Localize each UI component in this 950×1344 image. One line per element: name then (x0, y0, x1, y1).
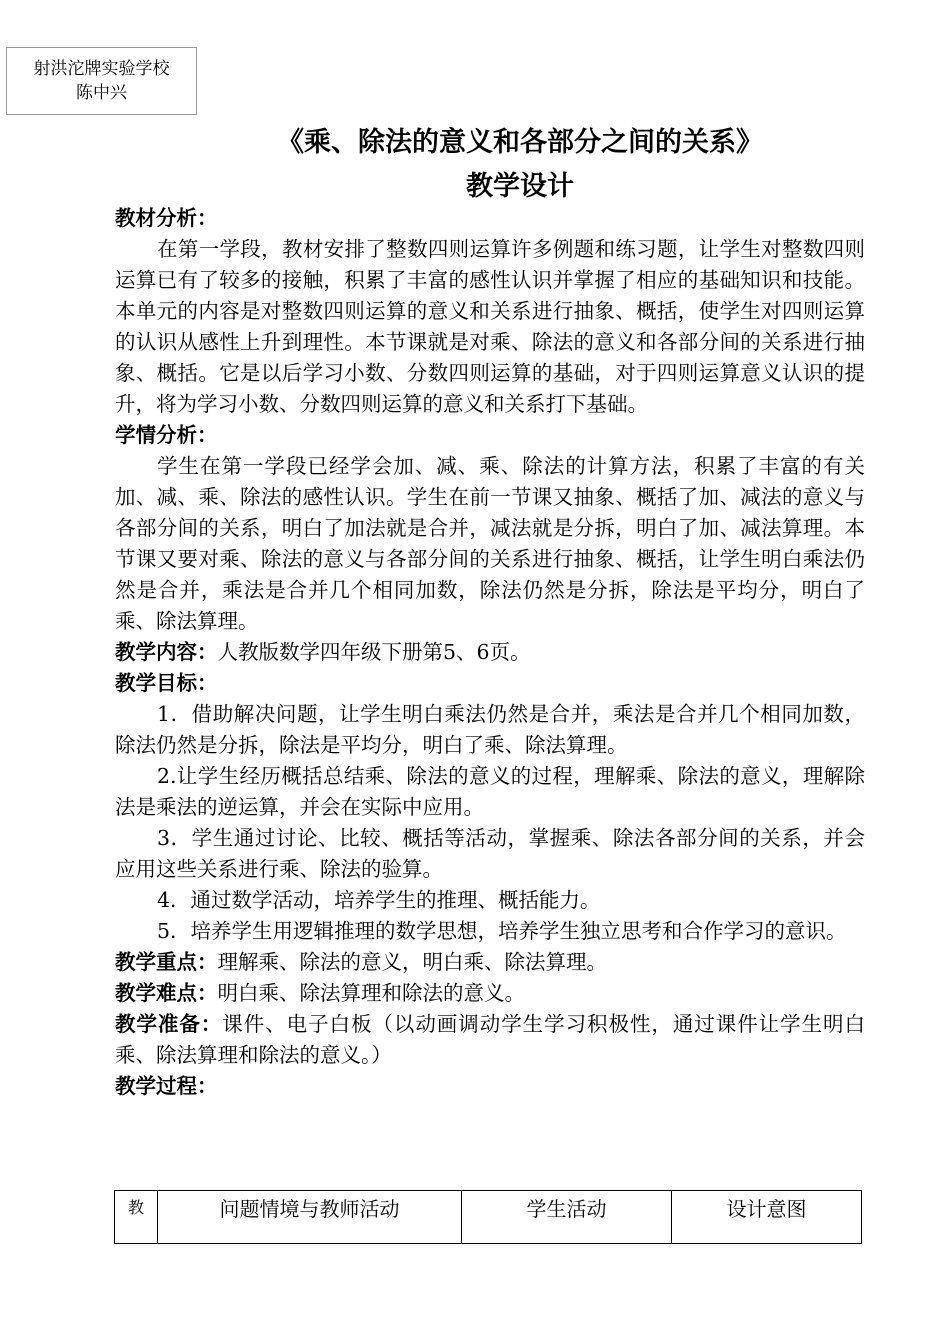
material-heading: 教材分析： (115, 206, 218, 230)
goal-item: 3．学生通过讨论、比较、概括等活动，掌握乘、除法各部分间的关系，并会应用这些关系进行乘、除法的验算。 (115, 826, 865, 881)
author-box (6, 47, 197, 115)
table-header-cell: 学生活动 (462, 1191, 672, 1244)
goal-item: 4．通过数学活动，培养学生的推理、概括能力。 (157, 888, 601, 912)
difficulty-line (115, 978, 865, 1009)
content-body: 人教版数学四年级下册第5、6页。 (217, 640, 531, 664)
document-title: 《乘、除法的意义和各部分之间的关系》 (277, 127, 763, 158)
process-table (114, 1190, 862, 1244)
difficulty-body: 明白乘、除法算理和除法的意义。 (217, 981, 525, 1005)
key-line (115, 947, 865, 978)
table-header-cell: 设计意图 (672, 1191, 862, 1244)
goal-item: 5．培养学生用逻辑推理的数学思想，培养学生独立思考和合作学习的意识。 (157, 919, 847, 943)
prep-heading: 教学准备： (115, 1012, 223, 1036)
document-body (115, 203, 865, 1102)
students-body: 学生在第一学段已经学会加、减、乘、除法的计算方法，积累了丰富的有关加、减、乘、除法的感性认识。学生在前一节课又抽象、概括了加、减法的意义与各部分间的关系，明白了加法就是合并，减法就是分拆，明白了加、减法算理。本节课又要对乘、除法的意义与各部分间的关系进行抽象、概括，让学生明白乘法仍然是合并，乘法是合并几个相同加数，除法仍然是分拆，除法是平均分，明白了乘、除法算理。 (115, 454, 865, 633)
table-header-cell: 问题情境与教师活动 (158, 1191, 462, 1244)
goals-heading: 教学目标： (115, 671, 218, 695)
goal-item: 2.让学生经历概括总结乘、除法的意义的过程，理解乘、除法的意义，理解除法是乘法的逆运算，并会在实际中应用。 (115, 764, 865, 819)
key-heading: 教学重点： (115, 950, 218, 974)
goal-item: 1．借助解决问题，让学生明白乘法仍然是合并，乘法是合并几个相同加数，除法仍然是分拆，除法是平均分，明白了乘、除法算理。 (115, 702, 865, 757)
key-body: 理解乘、除法的意义，明白乘、除法算理。 (217, 950, 607, 974)
table-header-cell: 教 (115, 1191, 158, 1244)
author-name: 陈中兴 (76, 83, 127, 103)
difficulty-heading: 教学难点： (115, 981, 218, 1005)
process-heading: 教学过程： (115, 1074, 218, 1098)
prep-body: 课件、电子白板（以动画调动学生学习积极性，通过课件让学生明白乘、除法算理和除法的意义。） (115, 1012, 866, 1067)
document-subtitle: 教学设计 (466, 171, 574, 202)
table-header-row (115, 1191, 862, 1244)
content-heading: 教学内容： (115, 640, 218, 664)
material-body: 在第一学段，教材安排了整数四则运算许多例题和练习题，让学生对整数四则运算已有了较多的接触，积累了丰富的感性认识并掌握了相应的基础知识和技能。本单元的内容是对整数四则运算的意义和关系进行抽象、概括，使学生对四则运算的认识从感性上升到理性。本节课就是对乘、除法的意义和各部分间的关系进行抽象、概括。它是以后学习小数、分数四则运算的基础，对于四则运算意义认识的提升，将为学习小数、分数四则运算的意义和关系打下基础。 (115, 237, 865, 416)
author-school: 射洪沱牌实验学校 (33, 59, 170, 79)
prep-line (115, 1009, 865, 1071)
content-line (115, 637, 865, 668)
students-heading: 学情分析： (115, 423, 218, 447)
